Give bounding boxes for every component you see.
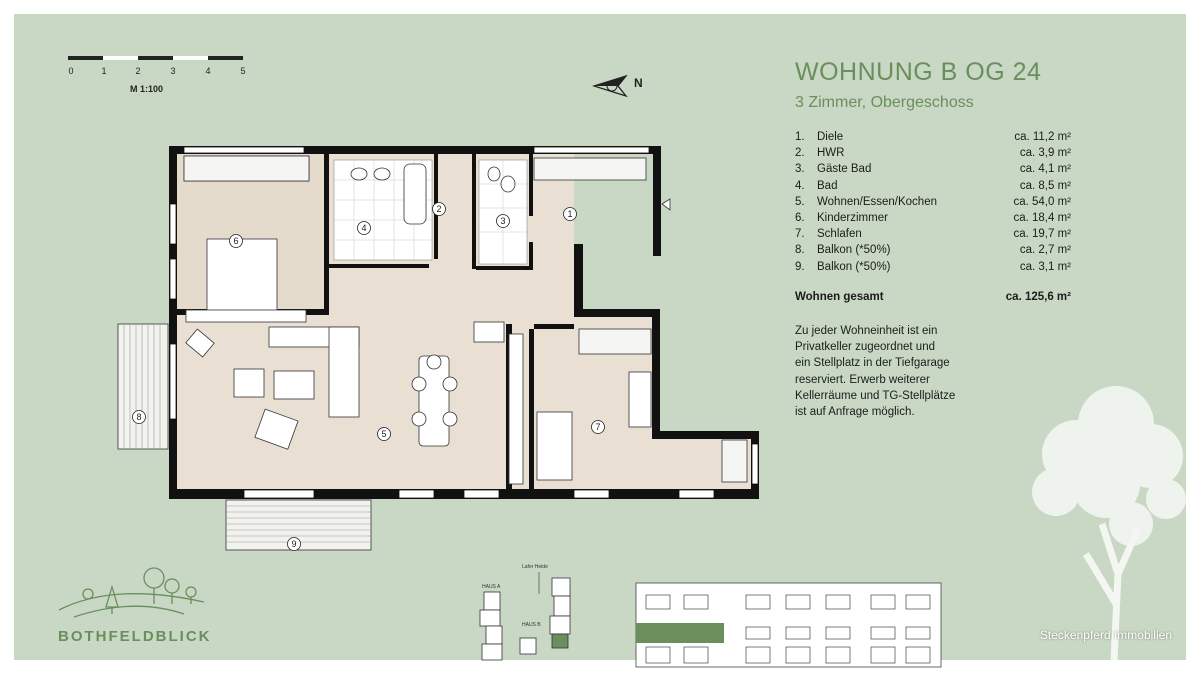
- scale-tick: 5: [240, 66, 246, 76]
- apartment-title: WOHNUNG B OG 24: [795, 58, 1042, 86]
- room-row: [795, 145, 1071, 161]
- info-note: Zu jeder Wohneinheit ist ein Privatkeller zugeordnet und ein Stellplatz in der Tiefgarage reserviert. Erwerb weiterer Kellerräume und TG-Stellplätze ist auf Anfrage möglich.: [795, 325, 956, 419]
- site-plan-drawing: [464, 566, 590, 666]
- entrance-marker: [662, 199, 670, 210]
- room-number: 4.: [795, 179, 805, 192]
- north-letter: N: [634, 76, 643, 90]
- room-name: Balkon (*50%): [817, 260, 891, 273]
- scale-label: M 1:100: [130, 84, 164, 94]
- room-name: Wohnen/Essen/Kochen: [817, 195, 937, 208]
- tree-icon: [1026, 374, 1186, 660]
- room-area: ca. 4,1 m²: [1019, 163, 1071, 176]
- logo-trees-icon: [54, 562, 214, 624]
- house-b-label: HAUS B: [522, 622, 541, 628]
- compass-icon: [592, 72, 632, 100]
- total-value: ca. 125,6 m²: [1005, 290, 1071, 303]
- total-label: Wohnen gesamt: [795, 290, 884, 303]
- floor-plan-drawing: [114, 144, 764, 559]
- floorplan-sheet: [14, 14, 1186, 660]
- room-number: 5.: [795, 195, 805, 208]
- room-area: ca. 11,2 m²: [1014, 131, 1071, 143]
- scale-segment: [173, 56, 208, 60]
- scale-tick: 4: [205, 66, 211, 76]
- room-name: Gäste Bad: [817, 163, 872, 176]
- scale-tick: 3: [170, 66, 176, 76]
- room-row: [795, 178, 1071, 194]
- room-number: 7.: [795, 228, 805, 241]
- watermark: Steckenpferd Immobilien: [1039, 628, 1172, 642]
- bothfeldblick-logo: [54, 562, 234, 652]
- room-number: 1.: [795, 131, 805, 143]
- room-number-label: 6: [233, 236, 239, 246]
- scale-bar: [68, 52, 258, 102]
- scale-tick: 0: [68, 66, 74, 76]
- room-row: [795, 194, 1071, 210]
- scale-tick: 2: [135, 66, 141, 76]
- room-number: 9.: [795, 260, 805, 273]
- room-area: ca. 3,9 m²: [1019, 147, 1071, 160]
- room-row: [795, 259, 1071, 275]
- room-area: ca. 54,0 m²: [1013, 195, 1071, 208]
- apartment-subtitle: 3 Zimmer, Obergeschoss: [795, 94, 974, 111]
- room-area: ca. 3,1 m²: [1019, 260, 1071, 273]
- scale-segment: [138, 56, 173, 60]
- room-area: ca. 2,7 m²: [1019, 244, 1071, 257]
- north-arrow: [592, 72, 652, 100]
- total-row: [795, 289, 1071, 305]
- room-area: ca. 8,5 m²: [1019, 179, 1071, 192]
- room-row: [795, 242, 1071, 258]
- house-a-label: HAUS A: [482, 584, 501, 590]
- room-name: Schlafen: [817, 228, 862, 241]
- room-name: HWR: [817, 147, 845, 160]
- floor-plan: [114, 144, 764, 559]
- logo-text: BOTHFELDBLICK: [58, 628, 212, 645]
- room-number-label: 5: [381, 429, 387, 439]
- elevation-drawing: [626, 579, 956, 671]
- room-name: Balkon (*50%): [817, 244, 891, 257]
- room-number: 2.: [795, 147, 805, 160]
- room-number-label: 8: [136, 412, 142, 422]
- room-number-label: 4: [361, 223, 367, 233]
- room-number-label: 7: [595, 422, 601, 432]
- room-number: 3.: [795, 163, 805, 176]
- room-row: [795, 129, 1071, 145]
- room-number: 6.: [795, 211, 805, 224]
- room-list: [795, 129, 1071, 305]
- scale-tick: 1: [101, 66, 107, 76]
- room-number: 8.: [795, 244, 805, 257]
- room-number-label: 9: [291, 539, 297, 549]
- room-name: Diele: [817, 131, 844, 143]
- street-label: Lafer Heide: [522, 564, 548, 570]
- room-area: ca. 18,4 m²: [1013, 211, 1071, 224]
- building-elevation: [626, 579, 956, 671]
- room-number-label: 1: [567, 209, 573, 219]
- room-area: ca. 19,7 m²: [1013, 228, 1071, 241]
- room-row: [795, 226, 1071, 242]
- room-number-label: 2: [436, 204, 442, 214]
- room-name: Kinderzimmer: [817, 211, 888, 224]
- scale-segment: [208, 56, 243, 60]
- site-plan: [464, 566, 590, 666]
- room-name: Bad: [817, 179, 838, 192]
- scale-segment: [103, 56, 138, 60]
- room-row: [795, 210, 1071, 226]
- balcony-8: [118, 324, 168, 449]
- room-row: [795, 161, 1071, 177]
- room-number-label: 3: [500, 216, 506, 226]
- scale-segment: [68, 56, 103, 60]
